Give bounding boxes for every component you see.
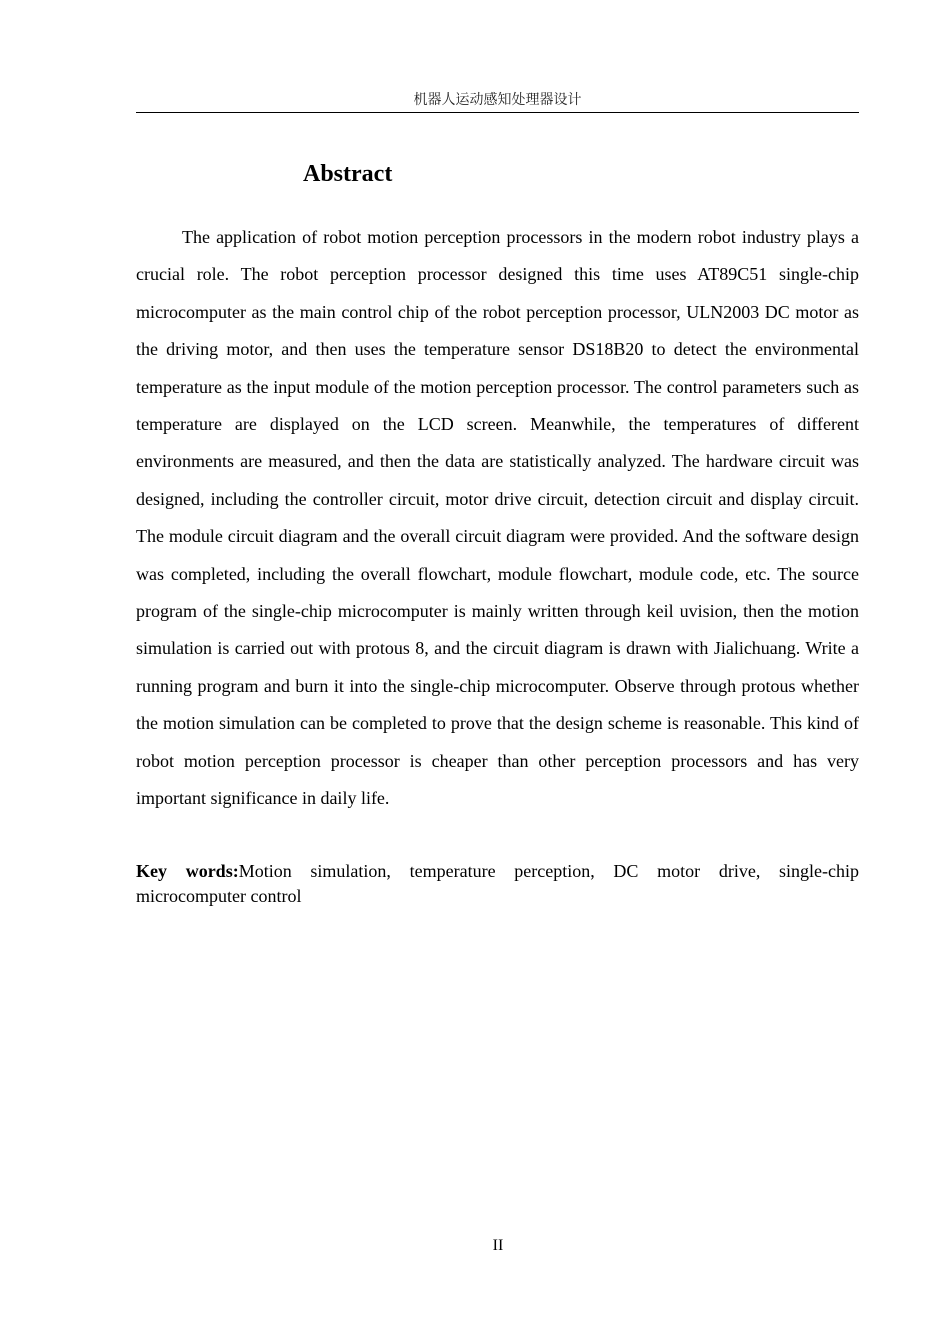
- keywords-label: Key words:: [136, 861, 239, 881]
- running-header: [136, 90, 859, 113]
- keywords-text: Motion simulation, temperature perception, DC motor drive, single-chip microcomputer control: [136, 861, 859, 906]
- page-number: II: [492, 1237, 504, 1254]
- abstract-title: Abstract: [303, 161, 393, 187]
- abstract-body: The application of robot motion perception processors in the modern robot industry plays a crucial role. The robot perception processor designed this time uses AT89C51 single-chip microcomputer as the main control chip of the robot perception processor, ULN2003 DC motor as the driving motor, and then uses the temperature sensor DS18B20 to detect the environmental temperature as the input module of the motion perception processor. The control parameters such as temperature are displayed on the LCD screen. Meanwhile, the temperatures of different environments are measured, and then the data are statistically analyzed. The hardware circuit was designed, including the controller circuit, motor drive circuit, detection circuit and display circuit. The module circuit diagram and the overall circuit diagram were provided. And the software design was completed, including the overall flowchart, module flowchart, module code, etc. The source program of the single-chip microcomputer is mainly written through keil uvision, then the motion simulation is carried out with protous 8, and the circuit diagram is drawn with Jialichuang. Write a running program and burn it into the single-chip microcomputer. Observe through protous whether the motion simulation can be completed to prove that the design scheme is reasonable. This kind of robot motion perception processor is cheaper than other perception processors and has very important significance in daily life.: [136, 227, 859, 809]
- keywords-paragraph: [136, 859, 859, 909]
- running-header-title: 机器人运动感知处理器设计: [413, 92, 582, 108]
